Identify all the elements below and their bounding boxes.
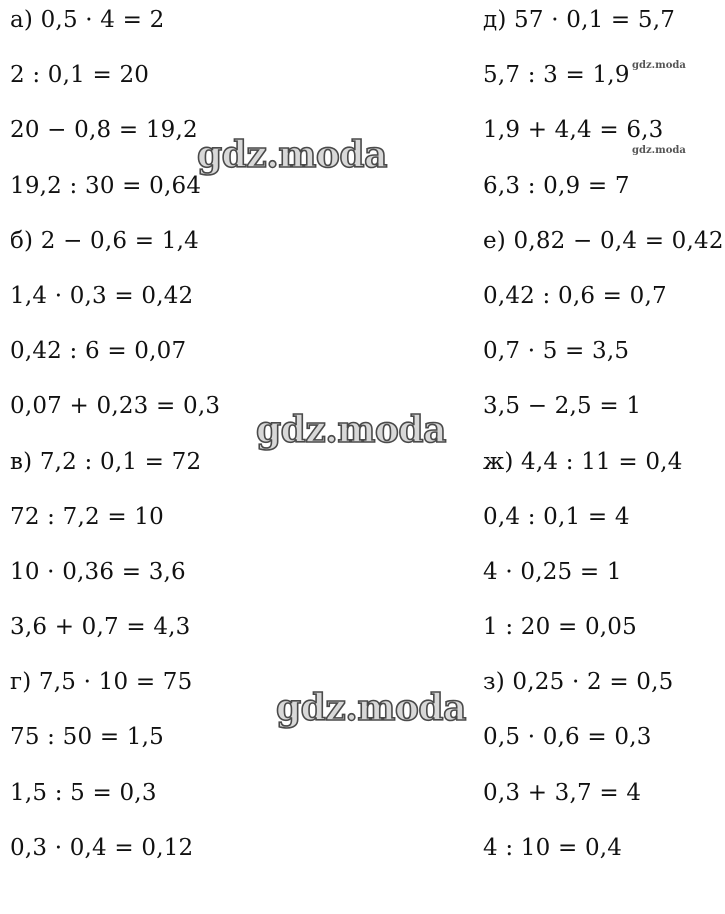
equation-line: 0,42 : 0,6 = 0,7	[483, 282, 667, 309]
equation-line: 6,3 : 0,9 = 7	[483, 172, 630, 199]
equation-line: 5,7 : 3 = 1,9	[483, 62, 630, 89]
equation-line: 0,07 + 0,23 = 0,3	[10, 393, 221, 420]
equation-line: б) 2 − 0,6 = 1,4	[10, 227, 199, 254]
equation-line: 1,9 + 4,4 = 6,3	[483, 117, 664, 144]
equation-line: 0,3 · 0,4 = 0,12	[10, 834, 194, 861]
right-column	[483, 0, 724, 883]
equation-line: 0,5 · 0,6 = 0,3	[483, 724, 652, 751]
equation-line: 0,4 : 0,1 = 4	[483, 503, 630, 530]
equation-line: з) 0,25 · 2 = 0,5	[483, 669, 674, 696]
equation-line: д) 57 · 0,1 = 5,7	[483, 7, 676, 33]
equation-line: 0,42 : 6 = 0,07	[10, 338, 187, 365]
left-column	[10, 0, 220, 883]
equation-line: а) 0,5 · 4 = 2	[10, 7, 165, 33]
equation-line: 1,5 : 5 = 0,3	[10, 779, 157, 806]
watermark-logo: gdz.moda	[256, 409, 446, 451]
equation-line: 10 · 0,36 = 3,6	[10, 558, 186, 585]
equation-line: г) 7,5 · 10 = 75	[10, 669, 193, 696]
watermark-logo: gdz.moda	[276, 687, 466, 729]
equation-line: 1,4 · 0,3 = 0,42	[10, 282, 194, 309]
watermark-logo: gdz.moda	[197, 134, 387, 176]
equation-line: 4 · 0,25 = 1	[483, 558, 622, 585]
equation-line: 3,6 + 0,7 = 4,3	[10, 614, 191, 641]
equation-line: 0,7 · 5 = 3,5	[483, 338, 630, 365]
equation-line: в) 7,2 : 0,1 = 72	[10, 448, 202, 475]
equation-line: 3,5 − 2,5 = 1	[483, 393, 642, 420]
equation-line: 75 : 50 = 1,5	[10, 724, 164, 751]
watermark-small: gdz.moda	[632, 60, 686, 71]
equation-line: 19,2 : 30 = 0,64	[10, 172, 202, 199]
equation-line: 0,3 + 3,7 = 4	[483, 779, 642, 806]
equation-line: 4 : 10 = 0,4	[483, 834, 623, 861]
equation-line: 2 : 0,1 = 20	[10, 62, 150, 89]
equation-line: 1 : 20 = 0,05	[483, 614, 637, 641]
equation-line: е) 0,82 − 0,4 = 0,42	[483, 227, 724, 254]
equation-line: ж) 4,4 : 11 = 0,4	[483, 448, 683, 475]
equation-line: 20 − 0,8 = 19,2	[10, 117, 198, 144]
equation-line: 72 : 7,2 = 10	[10, 503, 164, 530]
watermark-small: gdz.moda	[632, 145, 686, 156]
